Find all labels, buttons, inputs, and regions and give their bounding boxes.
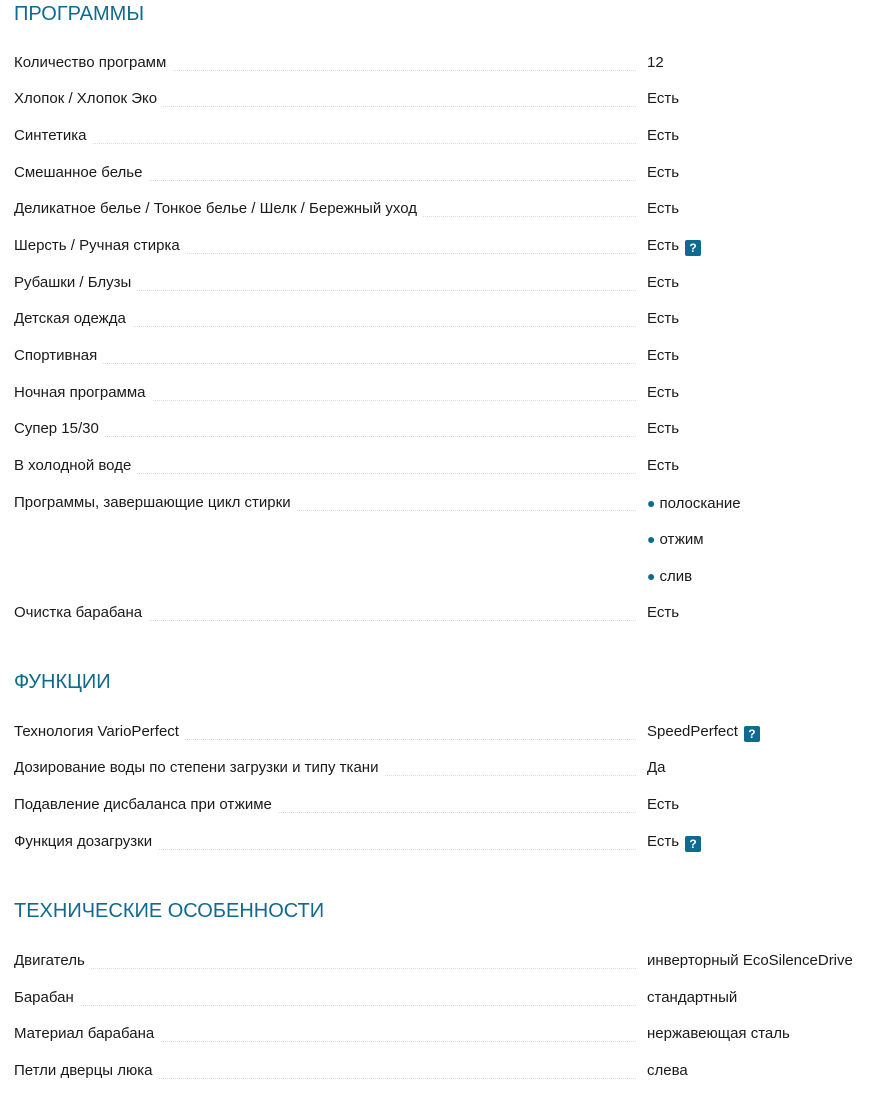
spec-row-wool (14, 234, 874, 258)
spec-value: нержавеющая сталь (647, 1025, 790, 1042)
spec-label: Спортивная (14, 344, 103, 368)
bullet-icon: ● (647, 568, 656, 584)
spec-label: Ночная программа (14, 381, 152, 405)
spec-row-door-hinges (14, 1059, 874, 1083)
spec-row-mixed (14, 161, 874, 185)
help-icon[interactable]: ? (685, 240, 701, 256)
spec-value-list-item: ● слив (647, 568, 693, 585)
spec-row-synthetics (14, 124, 874, 148)
section-title-programs: ПРОГРАММЫ (14, 3, 145, 25)
spec-row-cotton (14, 87, 874, 111)
spec-value: слева (647, 1062, 688, 1079)
spec-label: Рубашки / Блузы (14, 271, 137, 295)
spec-label: Смешанное белье (14, 161, 148, 185)
spec-label: Подавление дисбаланса при отжиме (14, 793, 278, 817)
spec-row-drum-material (14, 1022, 874, 1046)
spec-row-night (14, 381, 874, 405)
spec-label: Детская одежда (14, 307, 132, 331)
spec-row-shirts (14, 271, 874, 295)
spec-value: Есть (647, 384, 680, 401)
spec-row-sport (14, 344, 874, 368)
spec-row-drum (14, 986, 874, 1010)
spec-row-drum-clean (14, 601, 874, 625)
spec-label: Количество программ (14, 51, 172, 75)
spec-row-kids (14, 307, 874, 331)
spec-value: Есть (647, 127, 680, 144)
spec-label: Функция дозагрузки (14, 830, 158, 854)
spec-row-reload (14, 830, 874, 854)
spec-value: Есть (647, 237, 680, 254)
spec-label: Шерсть / Ручная стирка (14, 234, 186, 258)
section-title-functions: ФУНКЦИИ (14, 671, 111, 693)
spec-value-list-item: ● отжим (647, 531, 704, 548)
help-icon[interactable]: ? (685, 836, 701, 852)
spec-row-water-dosing (14, 756, 874, 780)
spec-value: Есть (647, 420, 680, 437)
bullet-icon: ● (647, 495, 656, 511)
spec-row-finishing-programs-cont (14, 527, 874, 551)
spec-value: Есть (647, 164, 680, 181)
spec-label: Двигатель (14, 949, 91, 973)
spec-label: Синтетика (14, 124, 93, 148)
spec-value: 12 (647, 54, 664, 71)
spec-row-cold-water (14, 454, 874, 478)
spec-label: Барабан (14, 986, 80, 1010)
spec-value-list-item: ● полоскание (647, 495, 741, 512)
spec-value: Есть (647, 457, 680, 474)
spec-value: Есть (647, 796, 680, 813)
spec-label: Материал барабана (14, 1022, 160, 1046)
bullet-icon: ● (647, 531, 656, 547)
spec-value: Есть (647, 310, 680, 327)
spec-label: Очистка барабана (14, 601, 148, 625)
spec-row-finishing-programs-cont (14, 564, 874, 588)
spec-label: Программы, завершающие цикл стирки (14, 491, 297, 515)
spec-label: Дозирование воды по степени загрузки и типу ткани (14, 756, 384, 780)
spec-value: стандартный (647, 989, 738, 1006)
spec-value: Есть (647, 200, 680, 217)
help-icon[interactable]: ? (744, 726, 760, 742)
spec-value: SpeedPerfect (647, 723, 738, 740)
spec-row-motor (14, 949, 874, 973)
spec-row-finishing-programs (14, 491, 874, 515)
spec-label: В холодной воде (14, 454, 137, 478)
spec-label: Супер 15/30 (14, 417, 105, 441)
spec-value: Есть (647, 347, 680, 364)
spec-label: Деликатное белье / Тонкое белье / Шелк / Бережный уход (14, 197, 423, 221)
spec-value: Есть (647, 274, 680, 291)
spec-value: инверторный EcoSilenceDrive (647, 952, 853, 969)
spec-row-delicates (14, 197, 874, 221)
section-title-technical: ТЕХНИЧЕСКИЕ ОСОБЕННОСТИ (14, 900, 325, 922)
spec-row-program-count (14, 51, 874, 75)
spec-label: Технология VarioPerfect (14, 720, 185, 744)
spec-row-imbalance (14, 793, 874, 817)
spec-row-varioperfect (14, 720, 874, 744)
spec-value: Есть (647, 90, 680, 107)
spec-value: Есть (647, 604, 680, 621)
spec-label: Хлопок / Хлопок Эко (14, 87, 163, 111)
spec-value: Есть (647, 833, 680, 850)
spec-row-super (14, 417, 874, 441)
spec-label: Петли дверцы люка (14, 1059, 158, 1083)
spec-value: Да (647, 759, 666, 776)
